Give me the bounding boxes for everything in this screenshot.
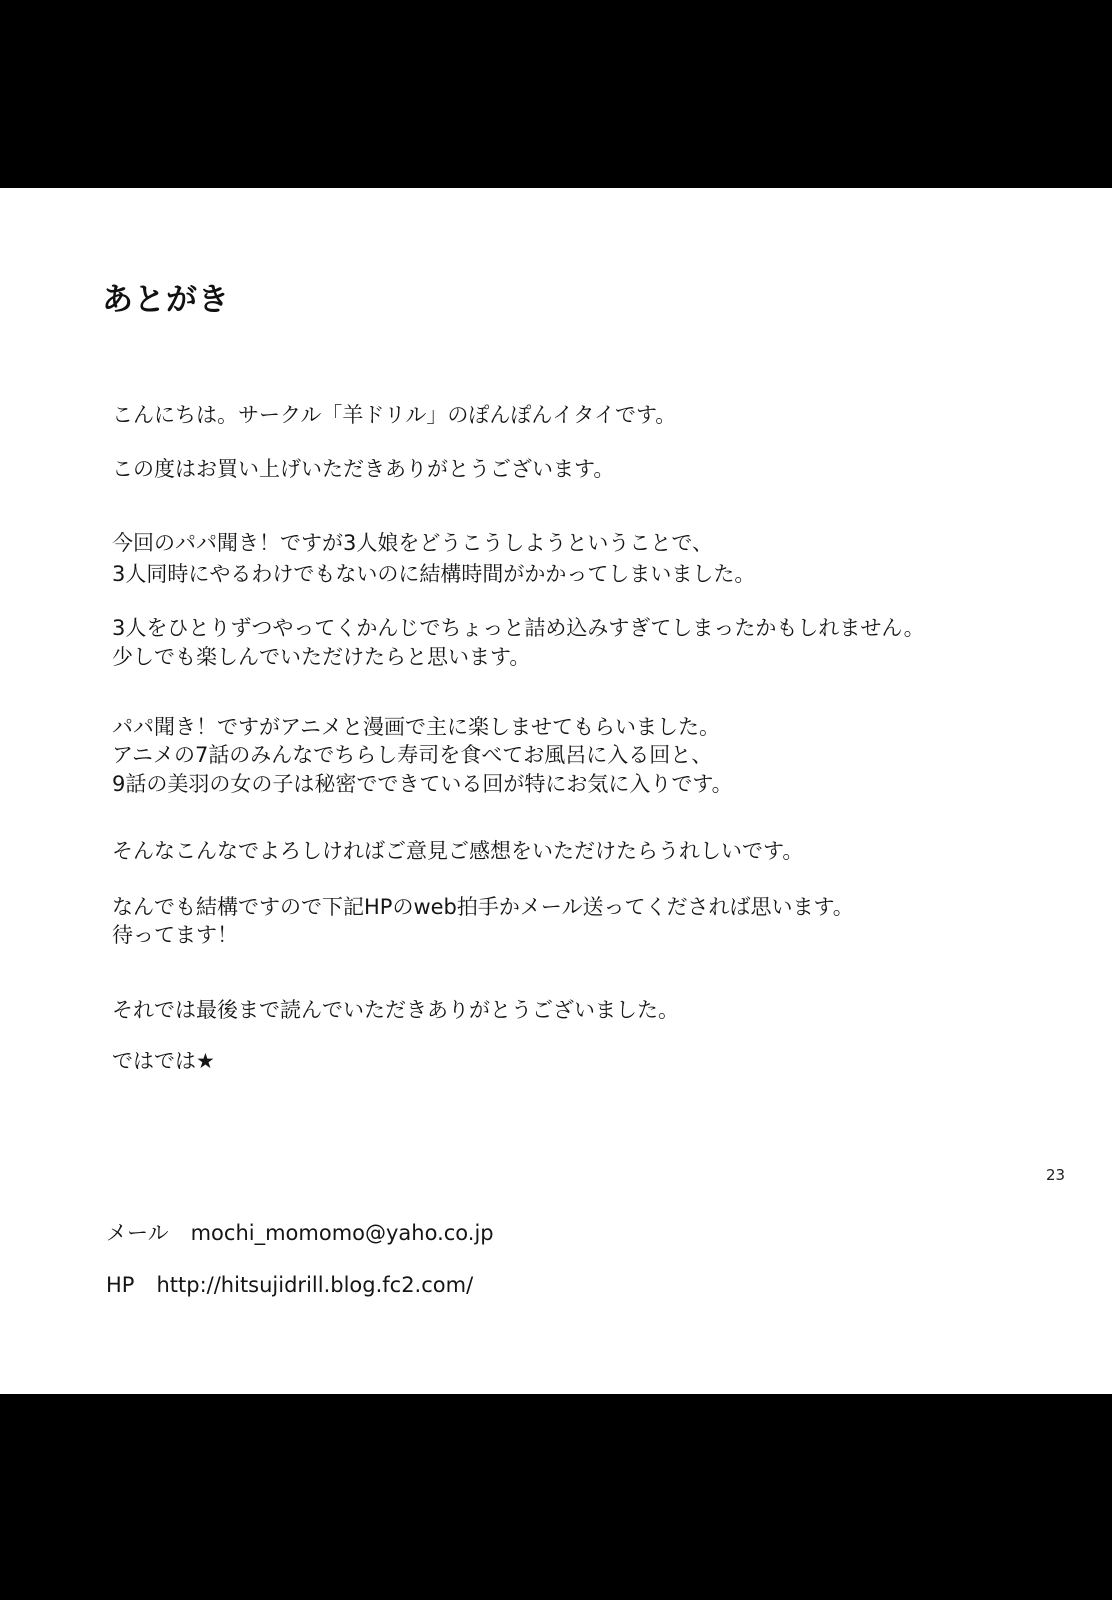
mail-address: mochi_momomo@yaho.co.jp bbox=[190, 1221, 494, 1245]
bottom-black-border bbox=[0, 1394, 1112, 1600]
text-line: アニメの7話のみんなでちらし寿司を食べてお風呂に入る回と、 bbox=[112, 743, 713, 767]
text-line: なんでも結構ですので下記HPのweb拍手かメール送ってくだされば思います。 bbox=[112, 895, 854, 919]
text-line: 3人同時にやるわけでもないのに結構時間がかかってしまいました。 bbox=[112, 562, 756, 586]
text-line: こんにちは。サークル「羊ドリル」のぽんぽんイタイです。 bbox=[112, 403, 677, 427]
contact-hp bbox=[106, 1271, 473, 1299]
text-line: 9話の美羽の女の子は秘密でできている回が特にお気に入りです。 bbox=[112, 772, 733, 796]
text-line: パパ聞き！ですがアニメと漫画で主に楽しませてもらいました。 bbox=[112, 715, 720, 739]
hp-label: HP bbox=[106, 1273, 135, 1297]
text-line: 今回のパパ聞き！ですが3人娘をどうこうしようということで、 bbox=[112, 531, 713, 555]
text-line: 3人をひとりずつやってくかんじでちょっと詰め込みすぎてしまったかもしれません。 bbox=[112, 616, 925, 640]
text-line: この度はお買い上げいただきありがとうございます。 bbox=[112, 457, 615, 481]
text-line: それでは最後まで読んでいただきありがとうございました。 bbox=[112, 998, 679, 1022]
text-line: ではでは★ bbox=[112, 1049, 215, 1073]
contact-mail bbox=[106, 1219, 494, 1247]
hp-url: http://hitsujidrill.blog.fc2.com/ bbox=[156, 1273, 474, 1297]
text-line: 少しでも楽しんでいただけたらと思います。 bbox=[112, 645, 531, 669]
text-line: 待ってます！ bbox=[112, 923, 238, 947]
mail-label: メール bbox=[106, 1221, 169, 1245]
page-number: 23 bbox=[1046, 1166, 1066, 1184]
text-line: そんなこんなでよろしければご意見ご感想をいただけたらうれしいです。 bbox=[112, 839, 804, 863]
top-black-border bbox=[0, 0, 1112, 188]
page-title: あとがき bbox=[102, 282, 230, 318]
